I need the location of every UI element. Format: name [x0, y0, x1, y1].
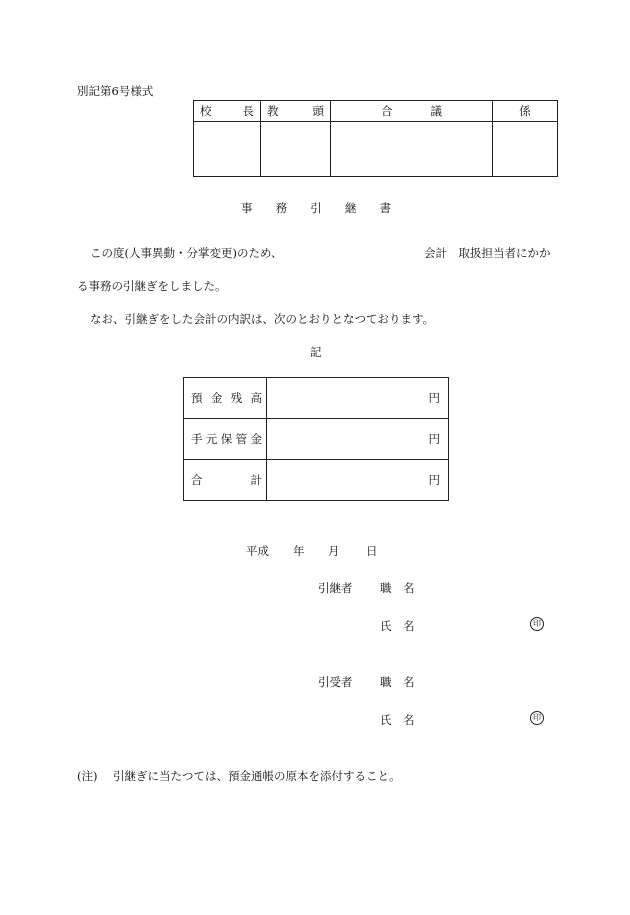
amount-label-char: 合	[191, 473, 203, 487]
ki-label: 記	[310, 345, 322, 359]
body-line-1a: この度(人事異動・分掌変更)のため、	[90, 246, 283, 260]
approval-cell-staff[interactable]	[493, 122, 558, 177]
approval-header-char: 合	[381, 104, 393, 118]
amount-label-char: 金	[210, 391, 223, 405]
body-line-2: る事務の引継ぎをしました。	[77, 279, 227, 293]
approval-cell-vice-principal[interactable]	[261, 122, 331, 177]
amount-value-cell[interactable]: 円	[267, 378, 449, 419]
transferor-seal-icon: 印	[530, 617, 544, 631]
amount-label-char: 金	[250, 432, 262, 446]
transferor-role: 引継者	[318, 581, 353, 595]
title-char: 継	[344, 201, 357, 215]
title-char: 引	[310, 201, 322, 215]
title-char: 務	[275, 201, 288, 215]
amount-label-char: 保	[220, 432, 233, 446]
amount-row	[184, 419, 449, 460]
amount-value-cell[interactable]: 円	[267, 460, 449, 501]
form-number: 別記第6号様式	[77, 84, 154, 98]
approval-table	[193, 100, 558, 177]
amount-value-cell[interactable]: 円	[267, 419, 449, 460]
amounts-table	[183, 377, 449, 501]
body-line-3: なお、引継ぎをした会計の内訳は、次のとおりとなつております。	[90, 312, 435, 326]
approval-cell-principal[interactable]	[194, 122, 261, 177]
amount-label	[184, 460, 267, 501]
transferee-seal-icon: 印	[530, 711, 544, 725]
approval-cell-consultation[interactable]	[331, 122, 493, 177]
transferee-name-label: 氏 名	[380, 713, 415, 727]
amount-row	[184, 460, 449, 501]
document-title	[241, 200, 391, 216]
amount-row	[184, 378, 449, 419]
approval-header-char: 校	[200, 104, 212, 118]
approval-header-char: 議	[430, 104, 442, 118]
amount-label-char: 元	[205, 432, 218, 446]
approval-header-principal	[194, 101, 261, 122]
amount-label-char: 計	[250, 473, 262, 487]
note-prefix: (注)	[77, 769, 98, 783]
transferor-name-label: 氏 名	[380, 619, 415, 633]
amount-label-char: 預	[191, 391, 203, 405]
amount-label	[184, 378, 267, 419]
date-era: 平成	[246, 544, 269, 558]
approval-header-char: 教	[267, 104, 279, 118]
date-day: 日	[366, 544, 378, 558]
approval-header-vice-principal	[261, 101, 331, 122]
amount-label-char: 管	[235, 432, 248, 446]
approval-header-char: 長	[242, 104, 254, 118]
amount-label-char: 高	[250, 391, 262, 405]
note-text: 引継ぎに当たつては、預金通帳の原本を添付すること。	[113, 769, 401, 783]
amount-label	[184, 419, 267, 460]
title-char: 事	[241, 201, 253, 215]
date-year: 年	[293, 544, 305, 558]
title-char: 書	[379, 201, 391, 215]
approval-header-staff: 係	[493, 101, 558, 122]
amount-label-char: 手	[191, 432, 203, 446]
transferee-title-label: 職 名	[380, 675, 415, 689]
transferee-role: 引受者	[318, 675, 353, 689]
body-line-1b: 会計 取扱担当者にかか	[424, 246, 551, 260]
approval-header-char: 頭	[312, 104, 324, 118]
approval-header-consultation	[331, 101, 493, 122]
date-month: 月	[328, 544, 340, 558]
amount-label-char: 残	[230, 391, 243, 405]
transferor-title-label: 職 名	[380, 581, 415, 595]
